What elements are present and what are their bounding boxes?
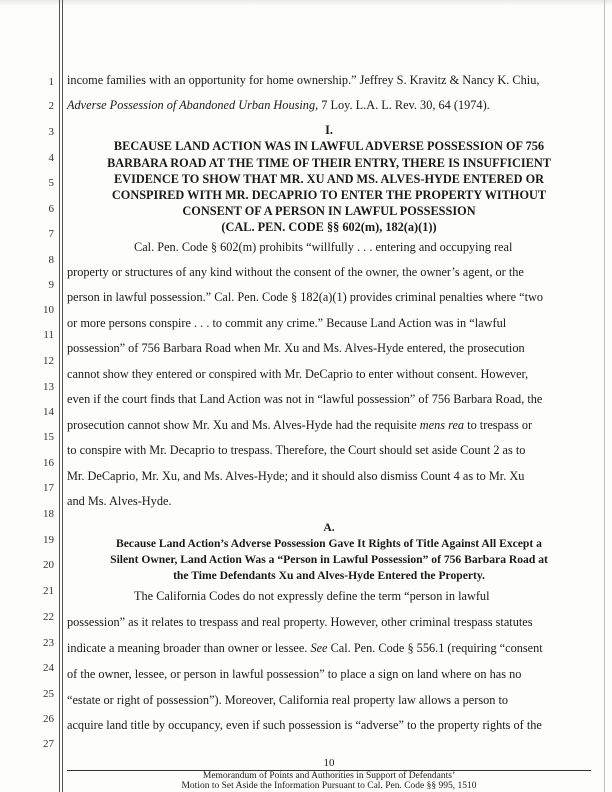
line-number: 19 [43, 534, 54, 546]
line-number: 10 [43, 304, 54, 316]
footer-caption: Motion to Set Aside the Information Pursuant to Cal. Pen. Code §§ 995, 1510 [181, 781, 477, 791]
body-line: and Ms. Alves-Hyde. [67, 494, 172, 508]
footer-caption: Memorandum of Points and Authorities in Support of Defendants’ [202, 771, 456, 781]
body-line: “estate or right of possession”). Moreover, California real property law allows a person to [67, 693, 509, 707]
section-heading-line: CONSENT OF A PERSON IN LAWFUL POSSESSION [182, 204, 476, 218]
line-number: 3 [48, 126, 54, 138]
body-line [67, 418, 591, 433]
section-heading-line: (CAL. PEN. CODE §§ 602(m), 182(a)(1)) [221, 220, 437, 234]
body-line: income families with an opportunity for home ownership.” Jeffrey S. Kravitz & Nancy K. Chiu, [67, 73, 540, 87]
body-line [67, 98, 591, 113]
text-run: Cal. Pen. Code § 556.1 (requiring “consent [327, 641, 543, 655]
case-citation: Adverse Possession of Abandoned Urban Housing, [67, 98, 319, 112]
section-heading-line: EVIDENCE TO SHOW THAT MR. XU AND MS. ALVES-HYDE ENTERED OR [113, 172, 545, 186]
body-line: Cal. Pen. Code § 602(m) prohibits “willfully . . . entering and occupying real [134, 240, 513, 254]
body-line: The California Codes do not expressly define the term “person in lawful [134, 589, 490, 603]
subsection-heading-line: the Time Defendants Xu and Alves-Hyde Entered the Property. [173, 569, 485, 582]
line-number: 26 [43, 713, 54, 725]
subsection-heading-line: Silent Owner, Land Action Was a “Person in Lawful Possession” of 756 Barbara Road at [110, 553, 548, 566]
right-margin-rule [604, 0, 605, 792]
body-line: possession” of 756 Barbara Road when Mr. Xu and Ms. Alves-Hyde entered, the prosecution [67, 341, 525, 355]
section-heading-line: BARBARA ROAD AT THE TIME OF THEIR ENTRY, THERE IS INSUFFICIENT [107, 156, 551, 170]
subsection-heading-line: Because Land Action’s Adverse Possession Gave It Rights of Title Against All Except a [116, 537, 542, 550]
margin-rule [59, 0, 60, 792]
line-number: 14 [43, 406, 54, 418]
line-number: 25 [43, 688, 54, 700]
line-number: 21 [43, 585, 54, 597]
citation-detail: 7 Loy. L.A. L. Rev. 30, 64 (1974). [318, 98, 490, 112]
section-heading-line: BECAUSE LAND ACTION WAS IN LAWFUL ADVERSE POSSESSION OF 756 [113, 139, 545, 153]
body-line: of the owner, lessee, or person in lawful possession” to place a sign on land where on has no [67, 667, 522, 681]
line-number: 27 [43, 738, 54, 750]
signal-word: See [310, 641, 328, 655]
line-number: 1 [48, 76, 54, 88]
text-run: to trespass or [464, 418, 533, 432]
section-heading-line: CONSPIRED WITH MR. DECAPRIO TO ENTER THE PROPERTY WITHOUT [111, 188, 547, 202]
line-number: 6 [48, 203, 54, 215]
body-line: cannot show they entered or conspired with Mr. DeCaprio to enter without consent. However, [67, 367, 529, 381]
page-number: 10 [323, 757, 335, 769]
line-number: 7 [48, 228, 54, 240]
text-run: indicate a meaning broader than owner or lessee. [67, 641, 311, 655]
line-number: 15 [43, 431, 54, 443]
body-line: to conspire with Mr. Decaprio to trespass. Therefore, the Court should set aside Count 2 as to [67, 443, 526, 457]
body-line: property or structures of any kind without the consent of the owner, the owner’s agent, or the [67, 265, 524, 279]
latin-term: mens rea [419, 418, 465, 432]
body-line [67, 641, 591, 656]
body-line: Mr. DeCaprio, Mr. Xu, and Ms. Alves-Hyde; and it should also dismiss Count 4 as to Mr. Xu [67, 469, 525, 483]
line-number: 4 [48, 152, 54, 164]
line-number: 18 [43, 508, 54, 520]
margin-rule [62, 0, 63, 792]
line-number: 12 [43, 355, 54, 367]
subsection-letter: A. [323, 521, 335, 534]
scan-shadow [0, 0, 612, 6]
body-line: possession” as it relates to trespass and real property. However, other criminal trespass statutes [67, 615, 533, 629]
line-number: 13 [43, 381, 54, 393]
line-number: 11 [43, 329, 54, 341]
line-number: 9 [48, 279, 54, 291]
line-number: 8 [48, 254, 54, 266]
section-number: I. [325, 123, 333, 137]
line-number: 24 [43, 662, 54, 674]
body-line: or more persons conspire . . . to commit any crime.” Because Land Action was in “lawful [67, 316, 507, 330]
line-number: 23 [43, 637, 54, 649]
line-number: 20 [43, 559, 54, 571]
line-number: 5 [48, 177, 54, 189]
line-number: 2 [48, 100, 54, 112]
body-line: person in lawful possession.” Cal. Pen. Code § 182(a)(1) provides criminal penalties where “two [67, 290, 544, 304]
line-number: 17 [43, 482, 54, 494]
text-run: prosecution cannot show Mr. Xu and Ms. Alves-Hyde had the requisite [67, 418, 420, 432]
line-number: 22 [43, 611, 54, 623]
line-number: 16 [43, 457, 54, 469]
body-line: even if the court finds that Land Action was not in “lawful possession” of 756 Barbara Road, the [67, 392, 543, 406]
body-line: acquire land title by occupancy, even if such possession is “adverse” to the property rights of the [67, 718, 542, 732]
